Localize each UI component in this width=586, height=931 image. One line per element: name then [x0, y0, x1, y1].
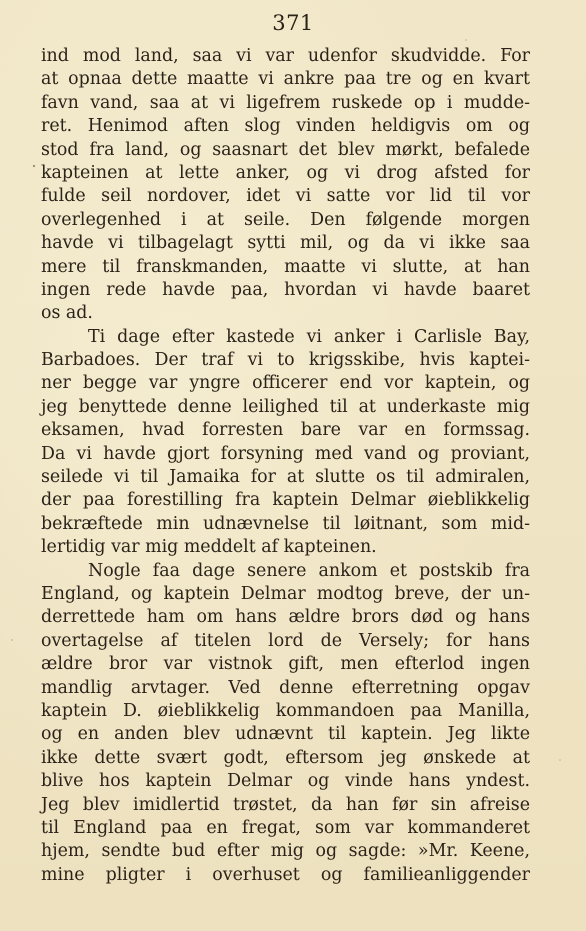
text-line: kapteinen at lette anker, og vi drog afsted for [41, 162, 530, 183]
text-line: ret. Henimod aften slog vinden heldigvis om og [41, 116, 530, 137]
text-line: mine pligter i overhuset og familieanliggender [41, 864, 530, 885]
text-line: og en anden blev udnævnt til kaptein. Jeg likte [41, 724, 530, 745]
text-line: England, og kaptein Delmar modtog breve, der un- [41, 583, 530, 604]
text-line: der paa forestilling fra kaptein Delmar øieblikkelig [41, 490, 530, 511]
text-line: ikke dette svært godt, eftersom jeg ønskede at [41, 747, 530, 768]
text-line: lertidig var mig meddelt af kapteinen. [41, 537, 377, 558]
text-line: Da vi havde gjort forsyning med vand og proviant, [41, 443, 530, 464]
text-line: eksamen, hvad forresten bare var en formssag. [41, 420, 530, 441]
text-line: Nogle faa dage senere ankom et postskib fra [88, 560, 530, 581]
text-line: hjem, sendte bud efter mig og sagde: »Mr. Keene, [41, 841, 530, 862]
text-line: mere til franskmanden, maatte vi slutte, at han [41, 256, 530, 277]
text-line: os ad. [41, 303, 93, 324]
text-line: Barbadoes. Der traf vi to krigsskibe, hvis kaptei- [41, 350, 530, 371]
text-line: Jeg blev imidlertid trøstet, da han før sin afreise [41, 794, 530, 815]
body-text [41, 45, 530, 887]
text-line: stod fra land, og saasnart det blev mørkt, befalede [41, 139, 530, 160]
text-line: at opnaa dette maatte vi ankre paa tre og en kvart [41, 69, 530, 90]
text-line: ingen rede havde paa, hvordan vi havde baaret [41, 279, 530, 300]
text-line: favn vand, saa at vi ligefrem ruskede op i mudde- [41, 92, 530, 113]
text-line: havde vi tilbagelagt sytti mil, og da vi ikke saa [41, 233, 530, 254]
text-line: ældre bror var vistnok gift, men efterlod ingen [41, 654, 530, 675]
text-line: fulde seil nordover, idet vi satte vor lid til vor [41, 186, 530, 207]
text-line: seilede vi til Jamaika for at slutte os til admiralen, [41, 467, 530, 488]
text-line: ner begge var yngre officerer end vor kaptein, og [41, 373, 530, 394]
text-line: overlegenhed i at seile. Den følgende morgen [41, 209, 530, 230]
text-line: derrettede ham om hans ældre brors død og hans [41, 607, 530, 628]
text-line: kaptein D. øieblikkelig kommandoen paa Manilla, [41, 700, 530, 721]
text-line: mandlig arvtager. Ved denne efterretning opgav [41, 677, 530, 698]
page-number: 371 [272, 11, 314, 35]
text-line: Ti dage efter kastede vi anker i Carlisle Bay, [88, 326, 530, 347]
text-line: bekræftede min udnævnelse til løitnant, som mid- [41, 513, 530, 534]
text-line: jeg benyttede denne leilighed til at underkaste mig [41, 396, 530, 417]
text-line: ind mod land, saa vi var udenfor skudvidde. For [41, 46, 530, 66]
text-line: overtagelse af titelen lord de Versely; for hans [41, 630, 530, 651]
text-line: til England paa en fregat, som var kommanderet [41, 817, 530, 838]
text-line: blive hos kaptein Delmar og vinde hans yndest. [41, 771, 530, 792]
